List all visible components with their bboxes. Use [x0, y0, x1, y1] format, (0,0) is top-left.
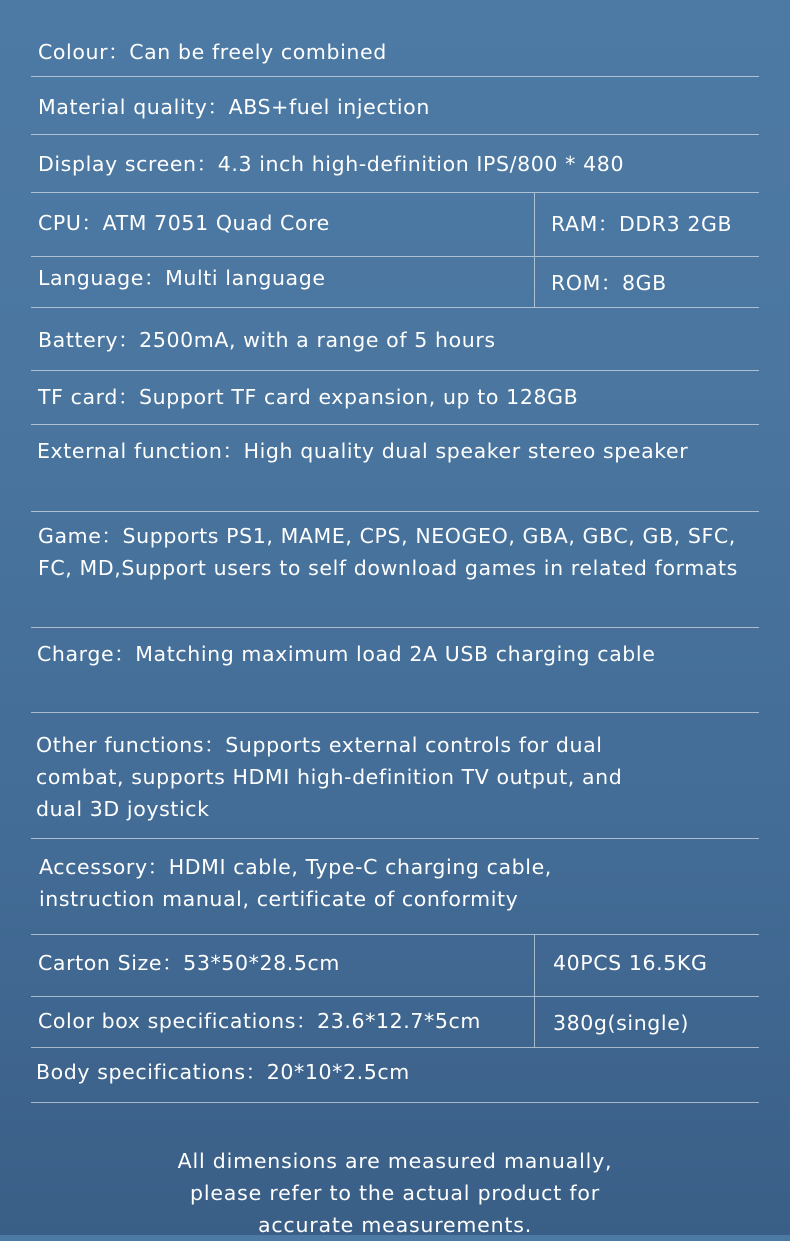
column-divider	[534, 193, 535, 256]
row-body	[31, 1048, 759, 1103]
spec-body: Body specifications：20*10*2.5cm	[36, 1060, 410, 1084]
spec-charge: Charge：Matching maximum load 2A USB charging cable	[37, 642, 656, 666]
spec-color-box: Color box specifications：23.6*12.7*5cm	[38, 1009, 481, 1033]
row-charge	[31, 628, 759, 713]
spec-tf-card: TF card：Support TF card expansion, up to 128GB	[38, 385, 579, 409]
spec-cpu: CPU：ATM 7051 Quad Core	[38, 211, 330, 235]
spec-external-function: External function：High quality dual speaker stereo speaker	[37, 439, 689, 463]
row-carton	[31, 935, 759, 997]
row-tf-card	[31, 371, 759, 425]
footer-line-1: All dimensions are measured manually,	[177, 1149, 613, 1173]
spec-other-functions: Other functions：Supports external controls for dual combat, supports HDMI high-definition TV output, and dual 3D joystick	[36, 733, 623, 821]
spec-game: Game：Supports PS1, MAME, CPS, NEOGEO, GBA, GBC, GB, SFC, FC, MD,Support users to self download games in related formats	[38, 524, 738, 580]
row-display	[31, 135, 759, 193]
row-accessory	[31, 839, 759, 935]
row-external-function	[31, 425, 759, 512]
spec-display: Display screen：4.3 inch high-definition IPS/800 * 480	[38, 152, 625, 176]
spec-language: Language：Multi language	[38, 266, 326, 290]
row-color-box	[31, 997, 759, 1048]
column-divider	[534, 257, 535, 307]
footer-line-3: accurate measurements.	[257, 1213, 533, 1237]
row-game	[31, 512, 759, 628]
row-battery	[31, 308, 759, 371]
spec-table	[31, 22, 759, 1103]
column-divider	[534, 935, 535, 996]
row-language-rom	[31, 257, 759, 308]
spec-single-weight: 380g(single)	[553, 1011, 690, 1035]
row-material	[31, 77, 759, 135]
spec-battery: Battery：2500mA, with a range of 5 hours	[38, 328, 496, 352]
spec-ram: RAM：DDR3 2GB	[551, 212, 733, 236]
footer-line-2: please refer to the actual product for	[190, 1181, 600, 1205]
spec-carton-qty-weight: 40PCS 16.5KG	[553, 951, 708, 975]
row-other-functions	[31, 713, 759, 839]
footer-disclaimer	[0, 1145, 790, 1241]
row-colour	[31, 22, 759, 77]
column-divider	[534, 997, 535, 1047]
row-cpu-ram	[31, 193, 759, 257]
spec-carton-size: Carton Size：53*50*28.5cm	[38, 951, 340, 975]
spec-material: Material quality：ABS+fuel injection	[38, 95, 430, 119]
spec-rom: ROM：8GB	[551, 271, 667, 295]
spec-accessory: Accessory：HDMI cable, Type-C charging cable, instruction manual, certificate of conformity	[39, 855, 552, 911]
spec-colour: Colour：Can be freely combined	[38, 40, 387, 64]
